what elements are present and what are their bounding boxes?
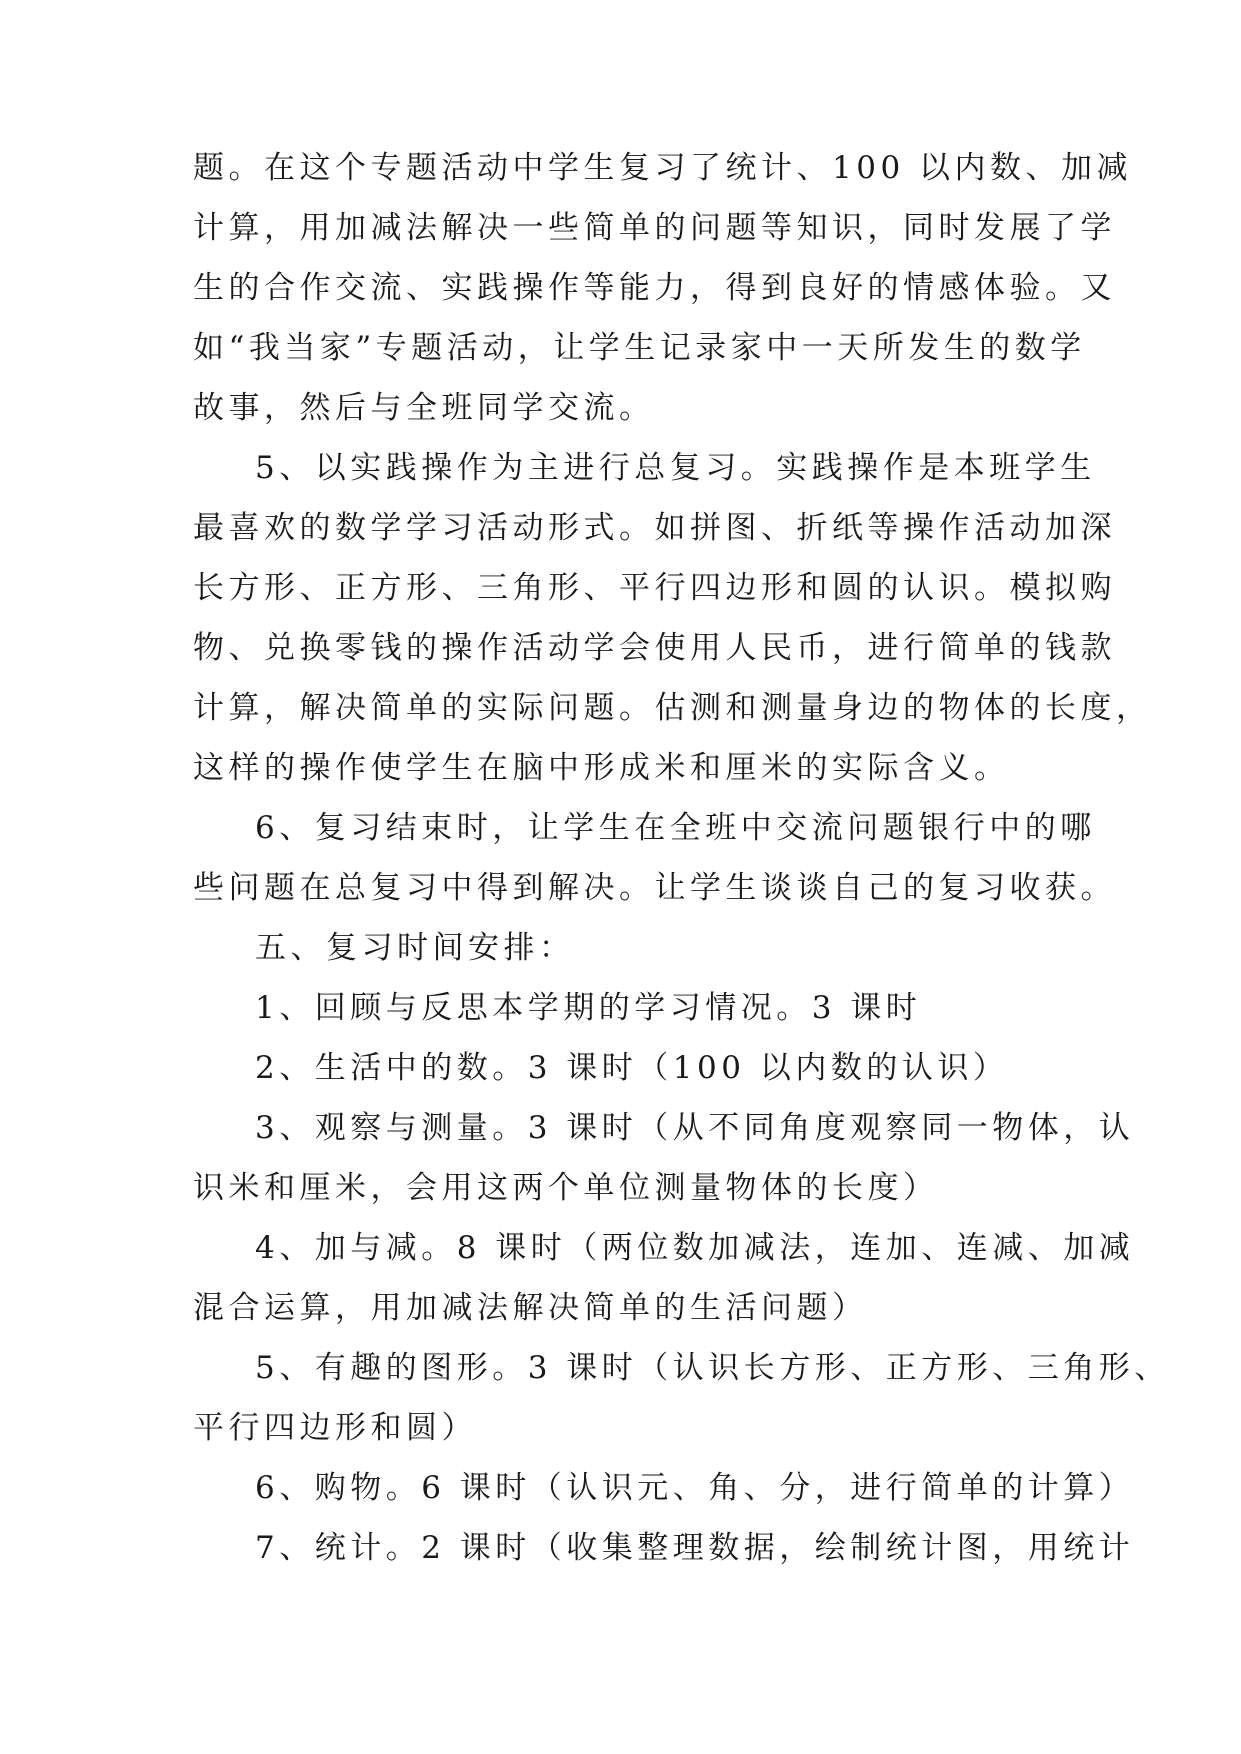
section-heading: 五、复习时间安排： bbox=[255, 930, 575, 966]
schedule-item-5-cont: 平行四边形和圆） bbox=[193, 1410, 477, 1446]
text-line-10: 计算，解决简单的实际问题。估测和测量身边的物体的长度， bbox=[193, 690, 1152, 726]
text-line-5: 故事，然后与全班同学交流。 bbox=[193, 390, 655, 426]
text-line-3: 生的合作交流、实践操作等能力，得到良好的情感体验。又 bbox=[193, 270, 1116, 306]
text-line-9: 物、兑换零钱的操作活动学会使用人民币，进行简单的钱款 bbox=[193, 630, 1116, 666]
text-line-8: 长方形、正方形、三角形、平行四边形和圆的认识。模拟购 bbox=[193, 570, 1116, 606]
schedule-item-1: 1、回顾与反思本学期的学习情况。3 课时 bbox=[255, 990, 922, 1026]
schedule-item-4-cont: 混合运算，用加减法解决简单的生活问题） bbox=[193, 1290, 868, 1326]
text-line-4: 如“我当家”专题活动，让学生记录家中一天所发生的数学 bbox=[193, 330, 1086, 366]
text-line-6: 5、以实践操作为主进行总复习。实践操作是本班学生 bbox=[255, 450, 1096, 486]
text-line-7: 最喜欢的数学学习活动形式。如拼图、折纸等操作活动加深 bbox=[193, 510, 1116, 546]
schedule-item-6: 6、购物。6 课时（认识元、角、分，进行简单的计算） bbox=[255, 1470, 1135, 1506]
text-line-11: 这样的操作使学生在脑中形成米和厘米的实际含义。 bbox=[193, 750, 1010, 786]
schedule-item-7: 7、统计。2 课时（收集整理数据，绘制统计图，用统计 bbox=[255, 1530, 1135, 1566]
schedule-item-3: 3、观察与测量。3 课时（从不同角度观察同一物体，认 bbox=[255, 1110, 1135, 1146]
text-line-1: 题。在这个专题活动中学生复习了统计、100 以内数、加减 bbox=[193, 150, 1133, 186]
schedule-item-4: 4、加与减。8 课时（两位数加减法，连加、连减、加减 bbox=[255, 1230, 1135, 1266]
text-line-12: 6、复习结束时，让学生在全班中交流问题银行中的哪 bbox=[255, 810, 1096, 846]
text-line-13: 些问题在总复习中得到解决。让学生谈谈自己的复习收获。 bbox=[193, 870, 1116, 906]
schedule-item-3-cont: 识米和厘米，会用这两个单位测量物体的长度） bbox=[193, 1170, 939, 1206]
schedule-item-2: 2、生活中的数。3 课时（100 以内数的认识） bbox=[255, 1050, 1009, 1086]
text-line-2: 计算，用加减法解决一些简单的问题等知识，同时发展了学 bbox=[193, 210, 1116, 246]
schedule-item-5: 5、有趣的图形。3 课时（认识长方形、正方形、三角形、 bbox=[255, 1350, 1170, 1386]
